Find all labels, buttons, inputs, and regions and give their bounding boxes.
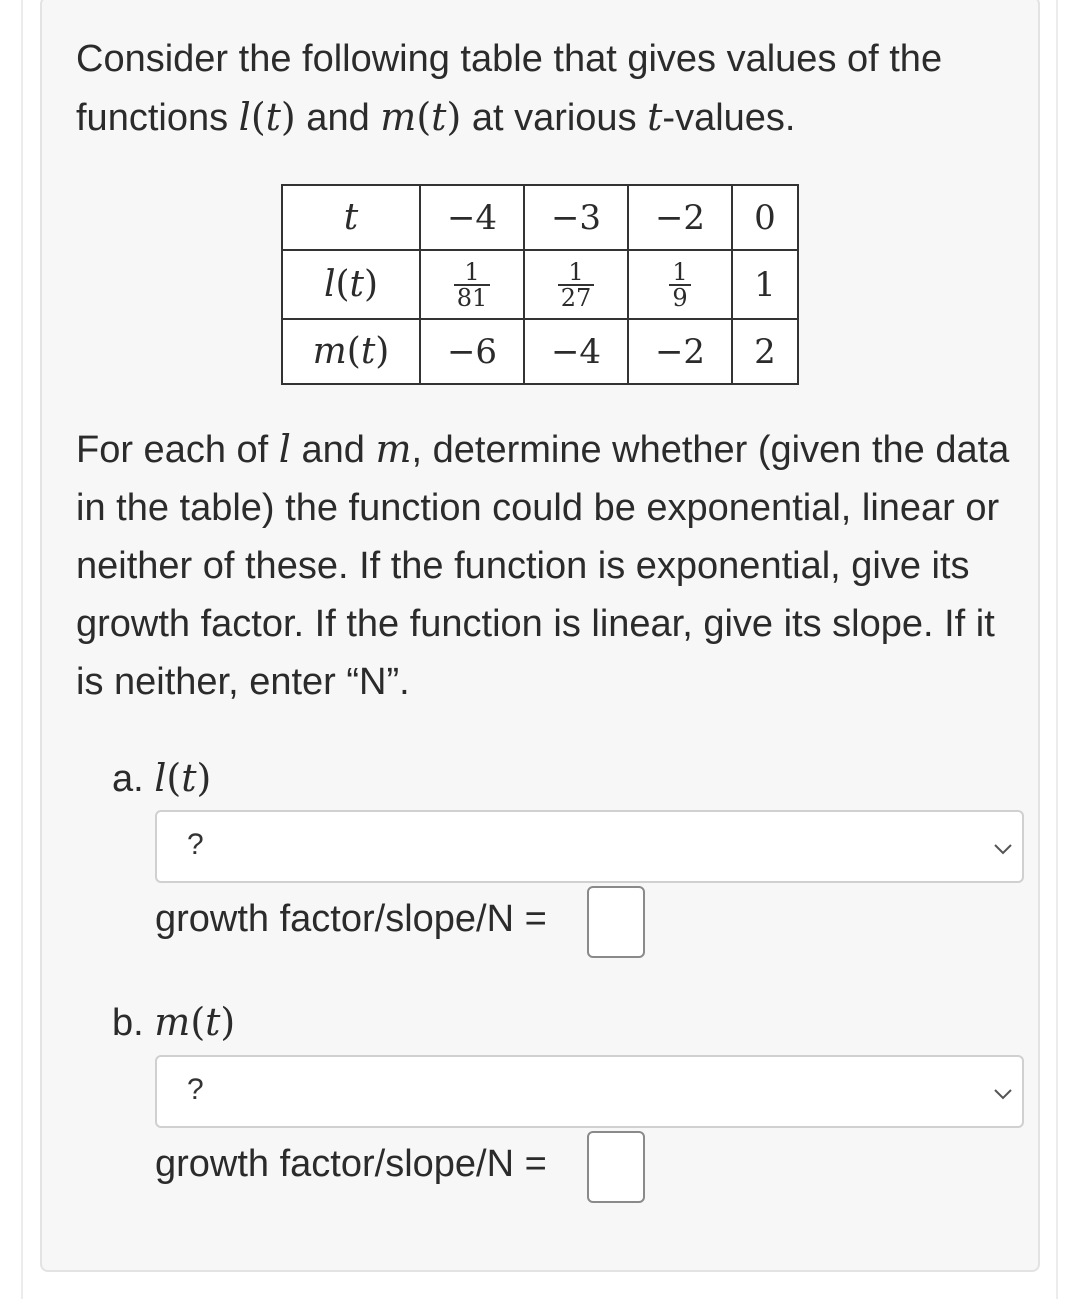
table-header-t: t [282, 185, 420, 250]
chevron-down-icon [992, 838, 1014, 860]
table-header-m: m(t) [282, 319, 420, 384]
table-row-l [282, 250, 798, 319]
values-table [281, 184, 799, 385]
part-a-answer-label: growth factor/slope/N = [155, 898, 547, 940]
table-row-m [282, 319, 798, 384]
table-row-t [282, 185, 798, 250]
part-b-answer-label: growth factor/slope/N = [155, 1143, 547, 1185]
table-cell [420, 250, 524, 319]
select-value: ? [187, 1073, 204, 1106]
instructions-text: For each of l and m, determine whether (given the data in the table) the function could be exponential, linear or neither of these. If the function is exponential, give its growth factor. If the function is linear, give its slope. If it is neither, enter “N”. [76, 427, 1010, 703]
table-header-l: l(t) [282, 250, 420, 319]
table-cell: 1 [732, 250, 798, 319]
part-b-label: b. m(t) [112, 1000, 236, 1044]
table-cell [628, 250, 732, 319]
part-a-answer-input[interactable] [587, 886, 645, 958]
fraction: $\frac{1}{9}$ [669, 260, 690, 310]
table-cell: −4 [420, 185, 524, 250]
table-cell: −2 [628, 185, 732, 250]
math-l-of-t: l(t) [238, 95, 296, 139]
intro-text: Consider the following table that gives values of the functions l(t) and m(t) at various t-values. [76, 38, 943, 139]
table-cell: −4 [524, 319, 628, 384]
table-cell: 0 [732, 185, 798, 250]
select-value: ? [187, 828, 204, 861]
table-cell: −6 [420, 319, 524, 384]
table-cell: −3 [524, 185, 628, 250]
table-cell: −2 [628, 319, 732, 384]
math-m-of-t: m(t) [380, 95, 462, 139]
fraction: $\frac{1}{81}$ [454, 260, 491, 310]
part-b-answer-input[interactable] [587, 1131, 645, 1203]
chevron-down-icon [992, 1083, 1014, 1105]
part-b-type-select[interactable] [155, 1055, 1024, 1128]
part-a-type-select[interactable] [155, 810, 1024, 883]
table-cell: 2 [732, 319, 798, 384]
fraction: $\frac{1}{27}$ [558, 260, 595, 310]
part-a-label: a. l(t) [112, 756, 212, 800]
table-cell [524, 250, 628, 319]
